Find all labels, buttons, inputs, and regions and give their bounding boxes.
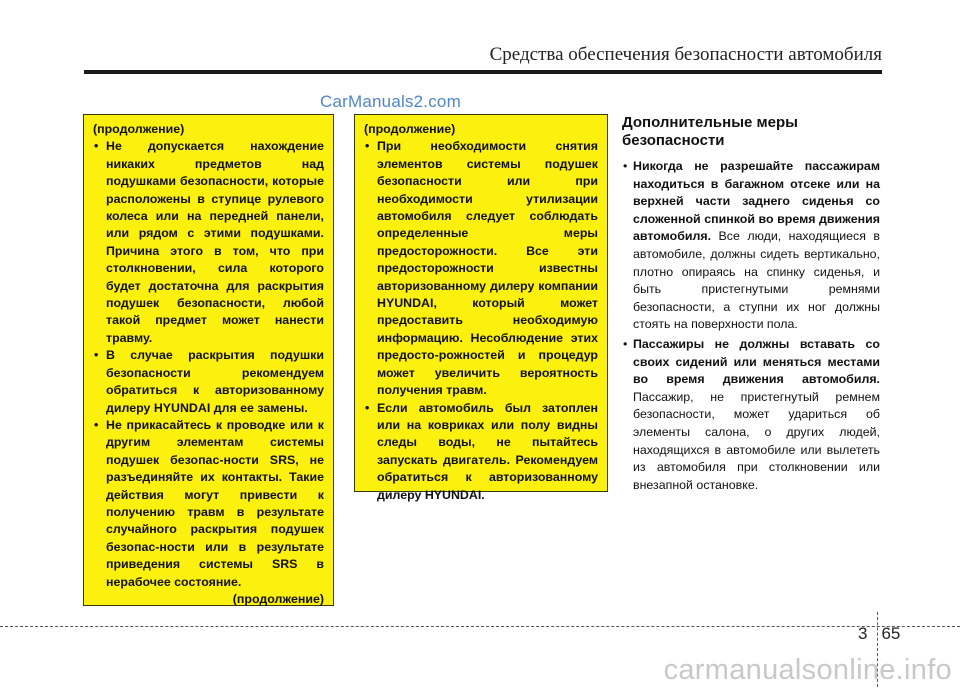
warning-bullet: • В случае раскрытия подушки безопасности рекомендуем обратиться к авторизованному дилеру HYUNDAI для ее замены. bbox=[93, 347, 324, 417]
warning-bullet: • Если автомобиль был затоплен или на ковриках или полу видны следы воды, не пытайтесь запускать двигатель. Рекомендуем обратиться к авторизованному дилеру HYUNDAI. bbox=[364, 400, 598, 504]
safety-item bbox=[622, 336, 880, 494]
page-number bbox=[858, 624, 900, 644]
page-number-value: 65 bbox=[881, 624, 901, 643]
safety-item bbox=[622, 158, 880, 334]
footer-rule bbox=[0, 626, 960, 627]
page-header-title: Средства обеспечения безопасности автомобиля bbox=[489, 44, 882, 65]
safety-item-bold: Пассажиры не должны вставать со своих сидений или меняться местами во время движения автомобиля. bbox=[633, 336, 880, 387]
continued-label-top: (продолжение) bbox=[93, 122, 185, 136]
safety-item-bold: Никогда не разрешайте пассажирам находиться в багажном отсеке или на верхней части заднего сиденья со сложенной спинкой во время движения автомобиля. bbox=[633, 159, 880, 244]
safety-item-text: Пассажир, не пристегнутый ремнем безопасности, может удариться об элементы салона, о других людей, находящихся в автомобиле или вылететь из автомобиля при столкновении или внезапной остановке. bbox=[633, 389, 880, 492]
safety-section bbox=[622, 114, 880, 496]
warning-bullet: • Не допускается нахождение никаких предметов над подушками безопасности, которые расположены в ступице рулевого колеса или на передней панели, или рядом с этими подушками. Причина этого в том, что при столкновении, сила которого будет достаточна для раскрытия подушек безопасности, любой такой предмет может нанести травму. bbox=[93, 138, 324, 347]
warning-box-middle bbox=[354, 114, 608, 502]
section-title: Дополнительные меры безопасности bbox=[622, 114, 798, 149]
warning-bullet: • Не прикасайтесь к проводке или к другим элементам системы подушек безопас-ности SRS, не разъединяйте их контакты. Такие действия могут привести к получению травм в результате случайного раскрытия подушек безопас-ности или в результате приведения системы SRS в нерабочее состояние. bbox=[93, 417, 324, 591]
header-rule bbox=[84, 70, 882, 74]
safety-item-text: Все люди, находящиеся в автомобиле, должны сидеть вертикально, плотно опираясь на спинку сиденья, и быть пристегнутыми ремнями безопасности, а ступни их ног должны стоять на поверхности пола. bbox=[633, 229, 880, 332]
watermark-carmanualsonline: carmanualsonline.info bbox=[663, 654, 952, 686]
continued-label-top: (продолжение) bbox=[364, 122, 456, 136]
chapter-number: 3 bbox=[858, 624, 868, 643]
warning-bullet: • При необходимости снятия элементов системы подушек безопасности или при необходимости утилизации автомобиля следует соблюдать определенные меры предосторожности. Все эти предосторожности известны авторизованному дилеру компании HYUNDAI, который может предоставить необходимую информацию. Несоблюдение этих предосто-рожностей и процедур может увеличить вероятность получения травм. bbox=[364, 138, 598, 399]
warning-box-left bbox=[83, 114, 334, 606]
watermark-carmanuals2: CarManuals2.com bbox=[320, 92, 461, 111]
continued-label-bottom: (продолжение) bbox=[232, 591, 324, 606]
